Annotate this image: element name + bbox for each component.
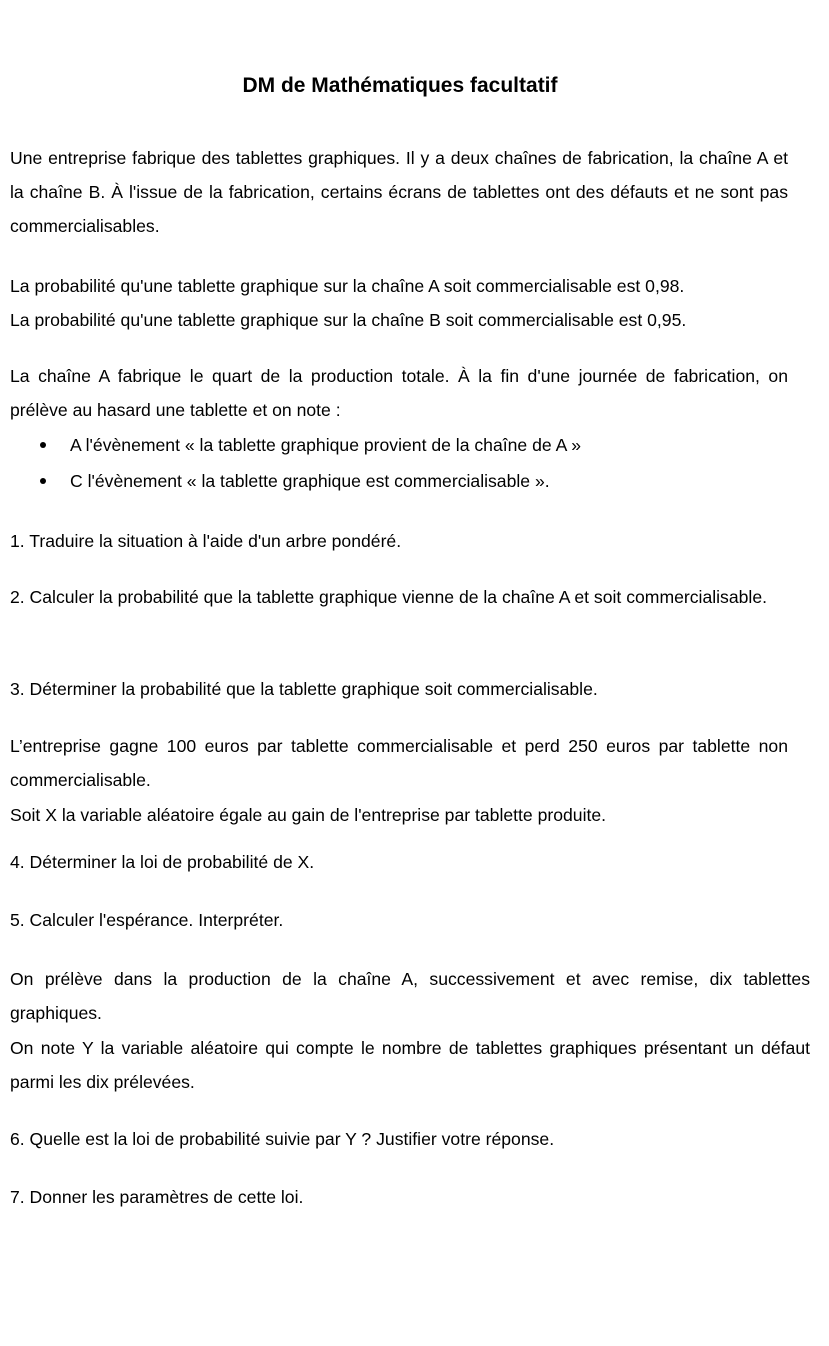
question-6: 6. Quelle est la loi de probabilité suivie par Y ? Justifier votre réponse. [10,1129,555,1149]
variable-y-definition: On note Y la variable aléatoire qui compte le nombre de tablettes graphiques présentant un défaut parmi les dix prélevées. [10,1038,810,1092]
probability-chain-a: La probabilité qu'une tablette graphique sur la chaîne A soit commercialisable est 0,98. [10,276,685,296]
question-2: 2. Calculer la probabilité que la tablette graphique vienne de la chaîne A et soit commercialisable. [10,587,767,607]
event-a-text: A l'évènement « la tablette graphique provient de la chaîne de A » [70,435,582,455]
question-4: 4. Déterminer la loi de probabilité de X. [10,852,315,872]
intro-paragraph: Une entreprise fabrique des tablettes graphiques. Il y a deux chaînes de fabrication, la chaîne A et la chaîne B. À l'issue de la fabrication, certains écrans de tablettes ont des défauts et ne sont pas commercialisables. [10,148,788,236]
question-7: 7. Donner les paramètres de cette loi. [10,1187,304,1207]
variable-x-definition: Soit X la variable aléatoire égale au gain de l'entreprise par tablette produite. [10,805,607,825]
question-1: 1. Traduire la situation à l'aide d'un arbre pondéré. [10,531,402,551]
question-3: 3. Déterminer la probabilité que la tablette graphique soit commercialisable. [10,679,598,699]
question-5: 5. Calculer l'espérance. Interpréter. [10,910,284,930]
document-title: DM de Mathématiques facultatif [242,74,558,97]
probability-chain-b: La probabilité qu'une tablette graphique sur la chaîne B soit commercialisable est 0,95. [10,310,687,330]
sampling-paragraph: On prélève dans la production de la chaîne A, successivement et avec remise, dix tablettes graphiques. [10,969,810,1023]
event-c-text: C l'évènement « la tablette graphique est commercialisable ». [70,471,550,491]
bullet-icon [40,442,46,448]
bullet-icon [40,478,46,484]
gain-paragraph: L’entreprise gagne 100 euros par tablette commercialisable et perd 250 euros par tablette non commercialisable. [10,736,788,790]
production-paragraph: La chaîne A fabrique le quart de la production totale. À la fin d'une journée de fabrication, on prélève au hasard une tablette et on note : [10,366,788,420]
